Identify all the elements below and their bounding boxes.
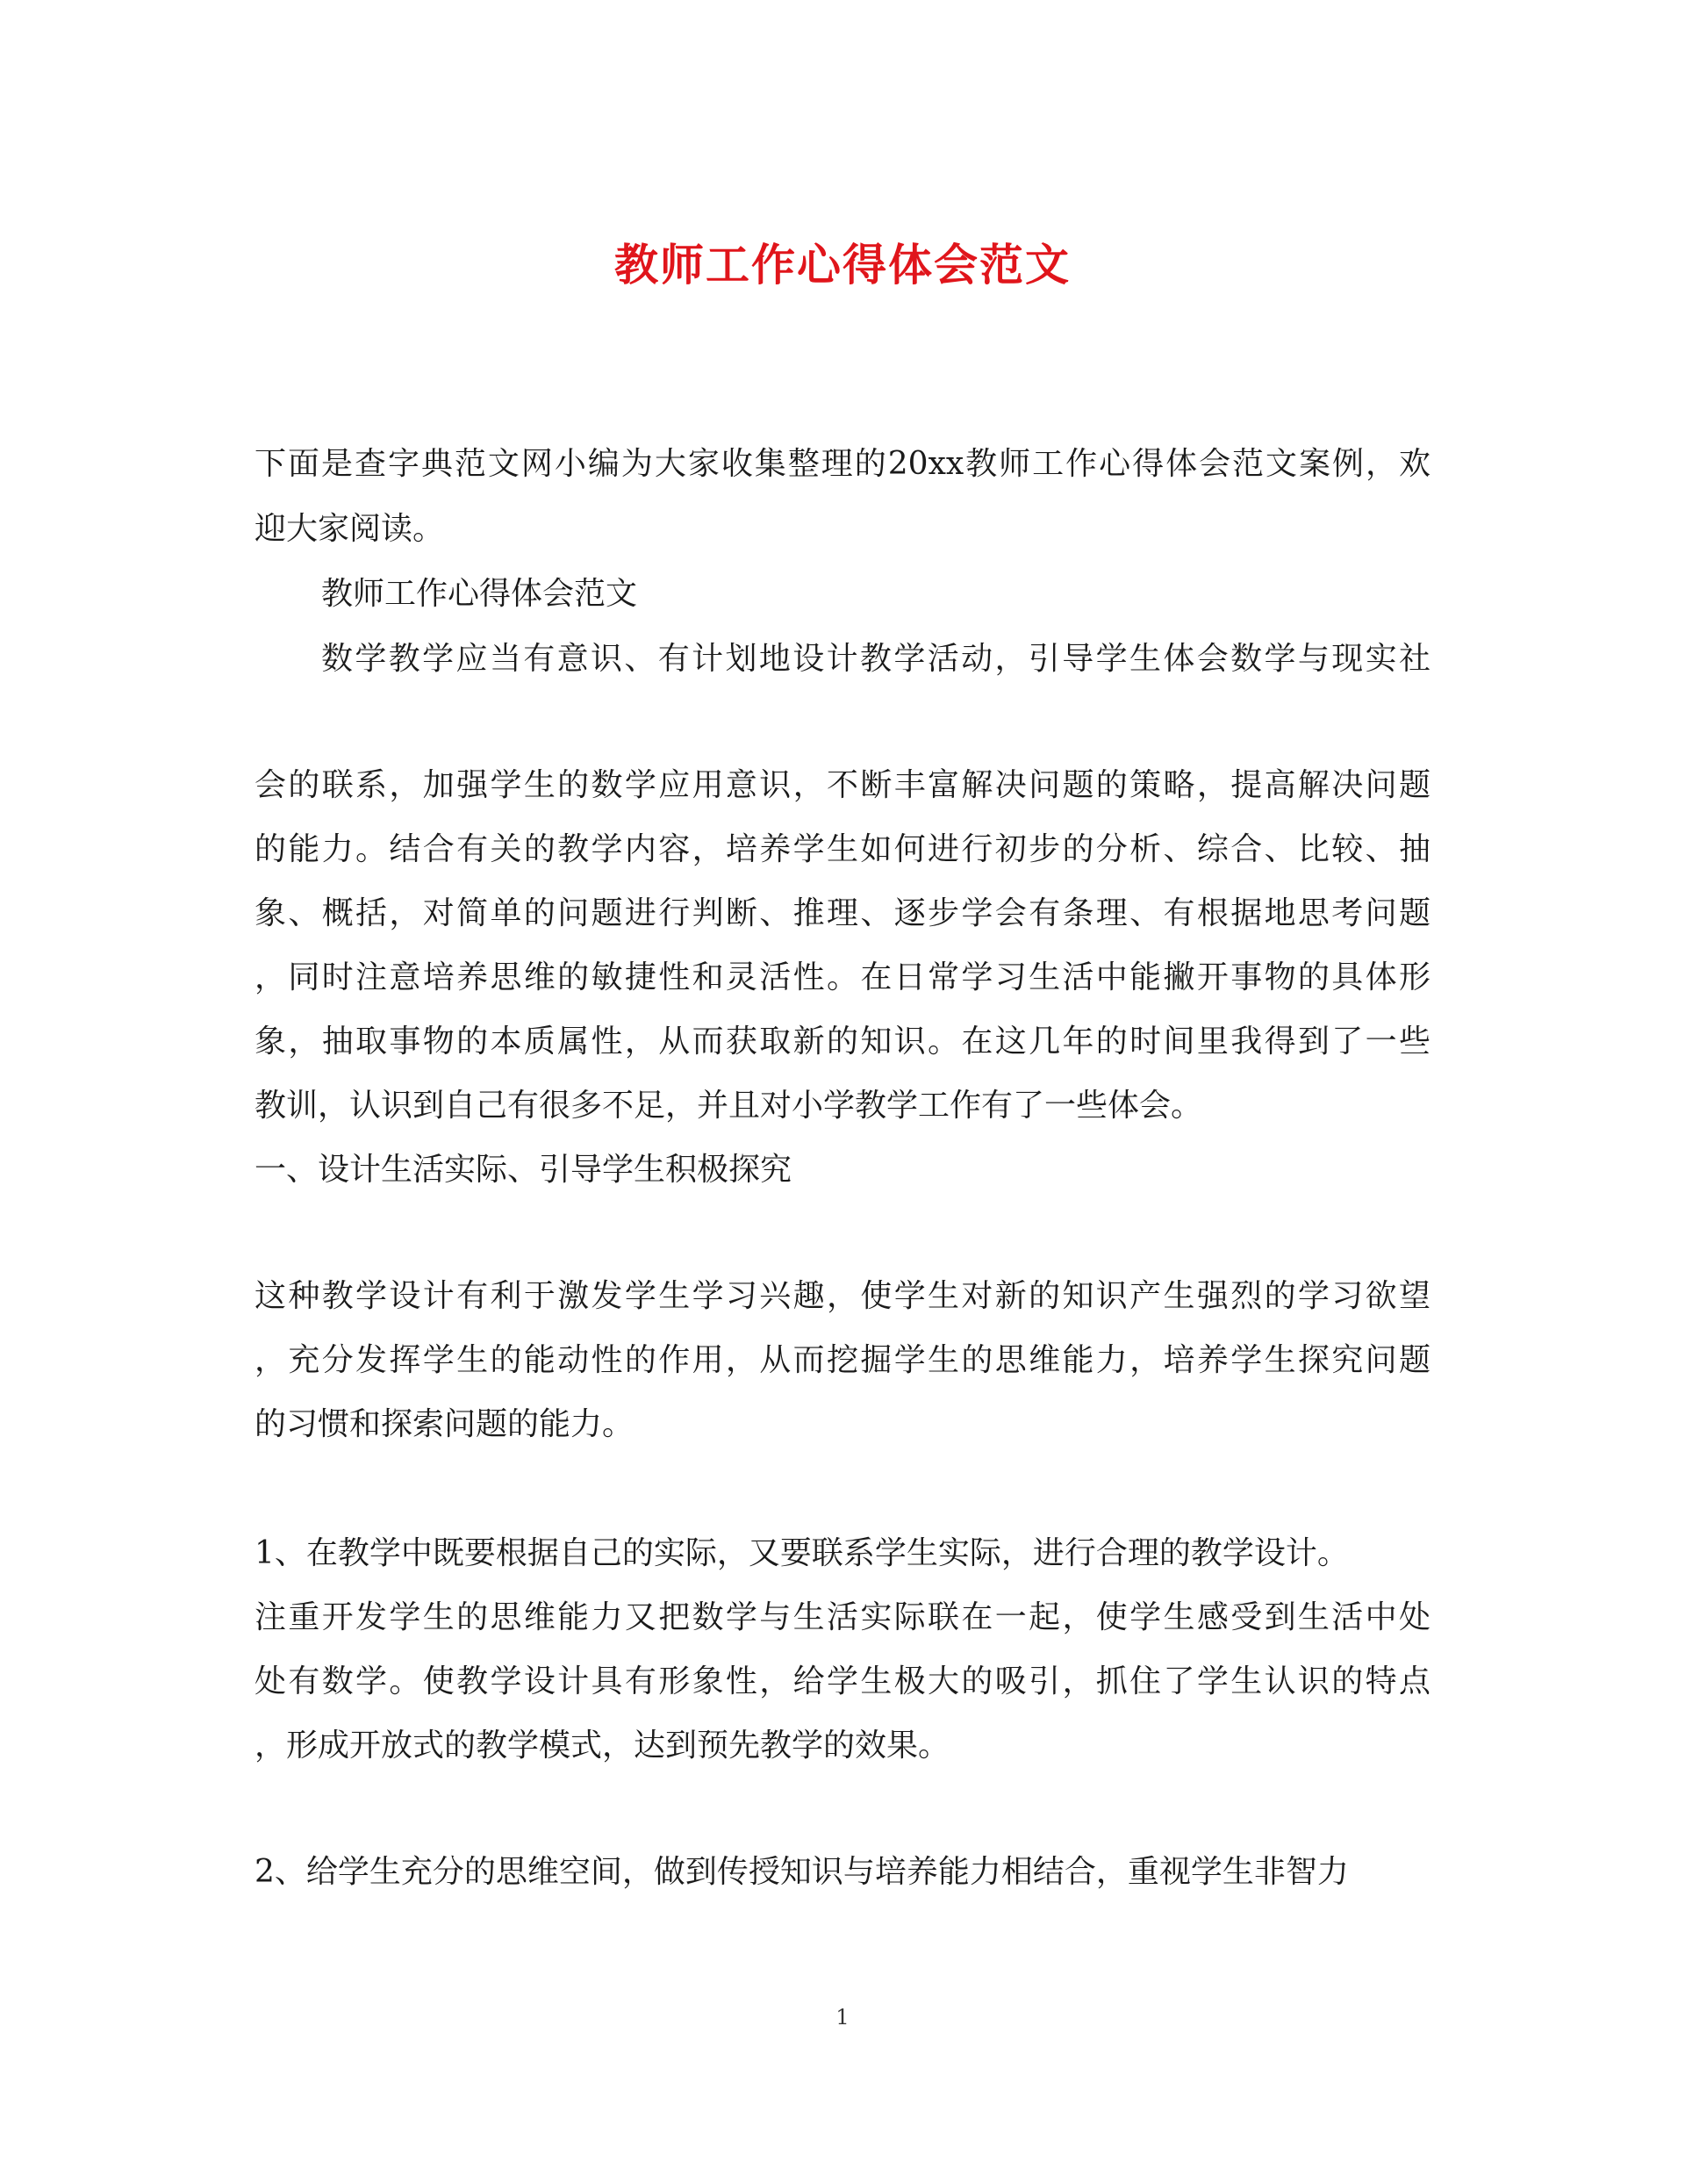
- text-line-para3-2: 注重开发学生的思维能力又把数学与生活实际联在一起，使学生感受到生活中处: [255, 1599, 1430, 1635]
- text-line-para1-3: 的能力。结合有关的教学内容，培养学生如何进行初步的分析、综合、比较、抽: [255, 831, 1430, 867]
- text-line-para1-1: 数学教学应当有意识、有计划地设计教学活动，引导学生体会数学与现实社: [321, 641, 1430, 677]
- document-title: 教师工作心得体会范文: [614, 239, 1071, 291]
- text-line-para3-3: 处有数学。使教学设计具有形象性，给学生极大的吸引，抓住了学生认识的特点: [255, 1663, 1430, 1699]
- text-line-para3-1: 1、在教学中既要根据自己的实际，又要联系学生实际，进行合理的教学设计。: [255, 1535, 1349, 1571]
- text-line-para1-5: ，同时注意培养思维的敏捷性和灵活性。在日常学习生活中能撇开事物的具体形: [255, 959, 1430, 995]
- text-line-subtitle: 教师工作心得体会范文: [321, 576, 638, 612]
- text-line-intro-1: 下面是查字典范文网小编为大家收集整理的20xx教师工作心得体会范文案例，欢: [255, 446, 1430, 482]
- text-line-para1-2: 会的联系，加强学生的数学应用意识，不断丰富解决问题的策略，提高解决问题: [255, 767, 1430, 803]
- text-line-para2-2: ，充分发挥学生的能动性的作用，从而挖掘学生的思维能力，培养学生探究问题: [255, 1342, 1430, 1378]
- text-line-para3-4: ，形成开放式的教学模式，达到预先教学的效果。: [255, 1728, 950, 1764]
- text-line-para4-1: 2、给学生充分的思维空间，做到传授知识与培养能力相结合，重视学生非智力: [255, 1854, 1349, 1890]
- section-heading-1: 一、设计生活实际、引导学生积极探究: [255, 1152, 792, 1188]
- text-line-para2-1: 这种教学设计有利于激发学生学习兴趣，使学生对新的知识产生强烈的学习欲望: [255, 1278, 1430, 1314]
- text-line-para1-4: 象、概括，对简单的问题进行判断、推理、逐步学会有条理、有根据地思考问题: [255, 895, 1430, 931]
- text-line-para1-6: 象，抽取事物的本质属性，从而获取新的知识。在这几年的时间里我得到了一些: [255, 1024, 1430, 1060]
- text-line-para1-7: 教训，认识到自己有很多不足，并且对小学教学工作有了一些体会。: [255, 1088, 1203, 1124]
- text-line-para2-3: 的习惯和探索问题的能力。: [255, 1406, 635, 1442]
- page-number: 1: [835, 2005, 850, 2030]
- text-line-intro-2: 迎大家阅读。: [255, 511, 445, 547]
